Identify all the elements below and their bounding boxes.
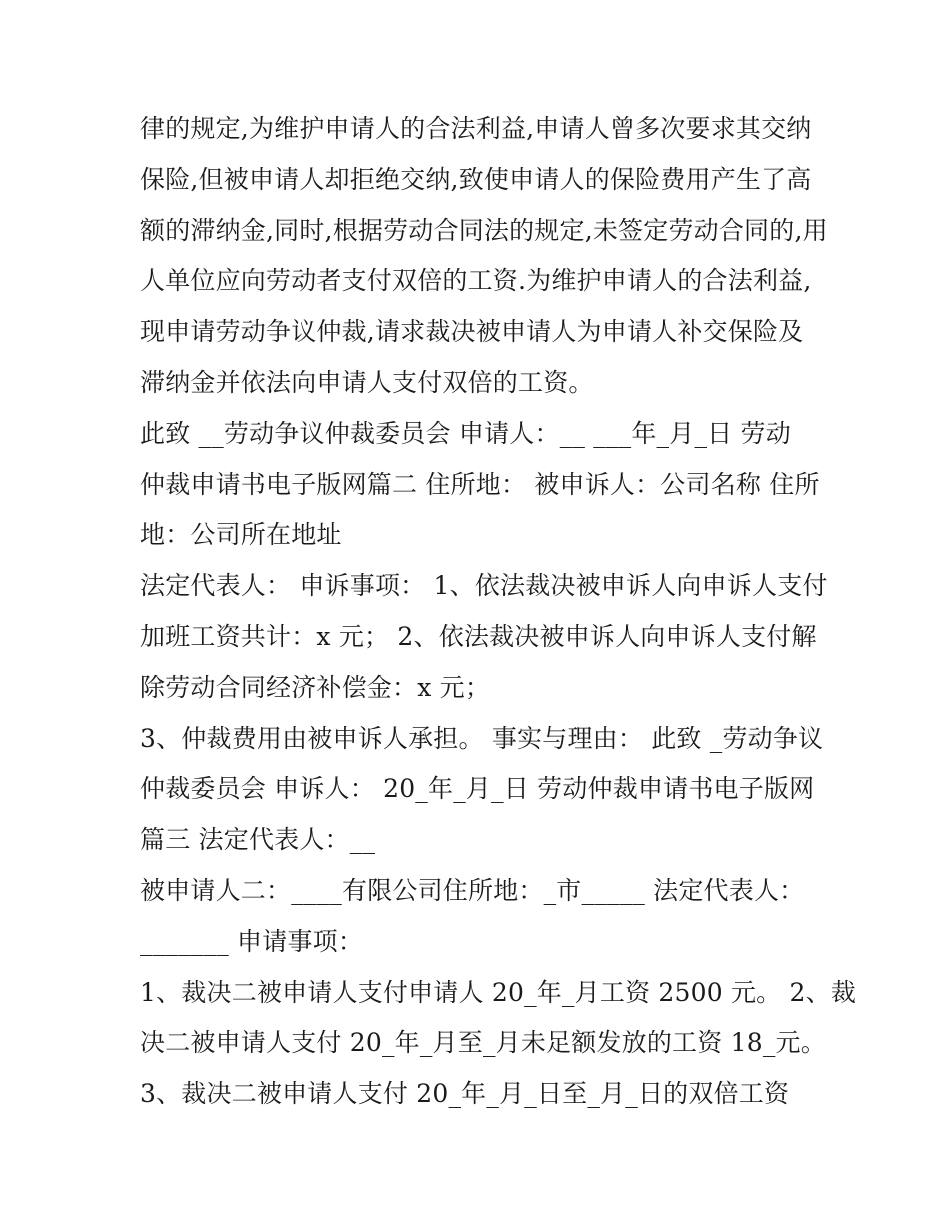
text-line: 额的滞纳金,同时,根据劳动合同法的规定,未签定劳动合同的,用 [140, 215, 828, 245]
text-line: 加班工资共计：x 元； 2、依法裁决被申诉人向申诉人支付解 [140, 621, 817, 651]
text-line: 人单位应向劳动者支付双倍的工资.为维护申请人的合法利益, [140, 266, 812, 296]
text-line: 地：公司所在地址 [140, 520, 342, 550]
text-line: 除劳动合同经济补偿金：x 元； [140, 672, 491, 702]
text-line: 仲裁委员会 申诉人： 20_年_月_日 劳动仲裁申请书电子版网 [140, 774, 815, 804]
text-line: 1、裁决二被申请人支付申请人 20_年_月工资 2500 元。 2、裁 [140, 977, 857, 1007]
text-line: 保险,但被申请人却拒绝交纳,致使申请人的保险费用产生了高 [140, 164, 812, 194]
text-line: 篇三 法定代表人：__ [140, 825, 376, 855]
text-line: 现申请劳动争议仲裁,请求裁决被申请人为申请人补交保险及 [140, 317, 804, 347]
text-line: 仲裁申请书电子版网篇二 住所地： 被申诉人：公司名称 住所 [140, 469, 820, 499]
text-line: 3、仲裁费用由被申诉人承担。 事实与理由： 此致 _劳动争议 [140, 723, 824, 753]
text-line: 滞纳金并依法向申请人支付双倍的工资。 [140, 367, 594, 397]
text-line: _______ 申请事项： [140, 926, 364, 956]
text-line: 3、裁决二被申请人支付 20_年_月_日至_月_日的双倍工资 [140, 1079, 790, 1109]
text-line: 法定代表人： 申诉事项： 1、依法裁决被申诉人向申诉人支付 [140, 571, 828, 601]
text-line: 律的规定,为维护申请人的合法利益,申请人曾多次要求其交纳 [140, 114, 812, 143]
document-body [140, 104, 857, 1120]
text-line: 被申请人二：____有限公司住所地：_市_____ 法定代表人： [140, 875, 805, 905]
text-line: 此致 __劳动争议仲裁委员会 申请人：__ ___年_月_日 劳动 [140, 418, 791, 448]
text-line: 决二被申请人支付 20_年_月至_月未足额发放的工资 18_元。 [140, 1028, 826, 1058]
